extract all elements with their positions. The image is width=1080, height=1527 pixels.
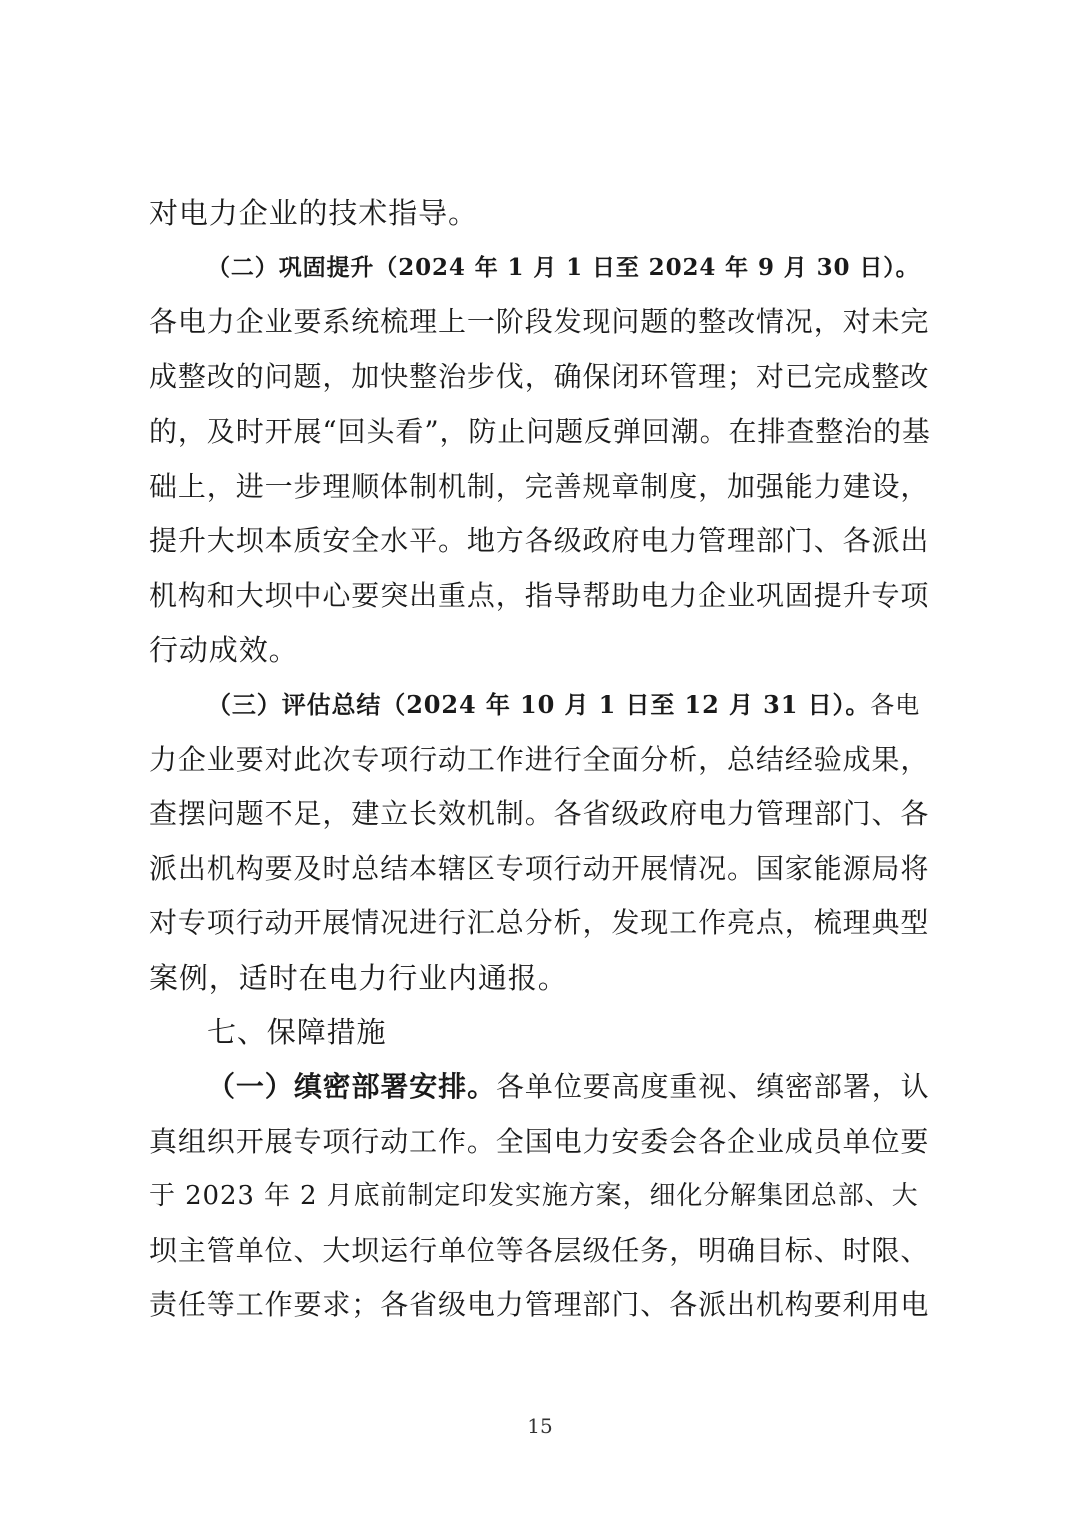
- line-text: 机构和大坝中心要突出重点，指导帮助电力企业巩固提升专项: [149, 579, 930, 612]
- line-text: 于 2023 年 2 月底前制定印发实施方案，细化分解集团总部、大: [149, 1181, 919, 1211]
- line-text: 行动成效。: [149, 633, 299, 667]
- line-text: 的，及时开展“回头看”，防止问题反弹回潮。在排查整治的基: [149, 415, 931, 448]
- line-text: 成整改的问题，加快整治步伐，确保闭环管理；对已完成整改: [149, 360, 930, 393]
- body-line-7: [149, 521, 939, 561]
- line-text: 础上，进一步理顺体制机制，完善规章制度，加强能力建设，: [149, 470, 930, 503]
- section-heading-text: （二）巩固提升（2024 年 1 月 1 日至 2024 年 9 月 30 日）。: [207, 254, 920, 281]
- body-line-9: [149, 630, 939, 670]
- page-number: 15: [527, 1414, 553, 1438]
- line-text: 责任等工作要求；各省级电力管理部门、各派出机构要利用电: [149, 1288, 930, 1321]
- body-line-21: [149, 1285, 939, 1325]
- line-text: 坝主管单位、大坝运行单位等各层级任务，明确目标、时限、: [149, 1234, 930, 1267]
- body-line-12: [149, 794, 939, 834]
- body-line-14: [149, 903, 939, 943]
- line-text: 查摆问题不足，建立长效机制。各省级政府电力管理部门、各: [149, 797, 930, 830]
- body-line-8: [149, 576, 939, 616]
- body-line-20: [149, 1231, 939, 1271]
- body-line-3: [149, 302, 939, 342]
- line-text: 真组织开展专项行动工作。全国电力安委会各企业成员单位要: [149, 1125, 930, 1158]
- line-text: 对专项行动开展情况进行汇总分析，发现工作亮点，梳理典型: [149, 906, 930, 939]
- section-heading-text: （一）缜密部署安排。: [207, 1070, 497, 1103]
- chapter-heading-safeguards: [207, 1012, 939, 1052]
- line-text: 提升大坝本质安全水平。地方各级政府电力管理部门、各派出: [149, 524, 930, 557]
- line-text: 力企业要对此次专项行动工作进行全面分析，总结经验成果，: [149, 743, 930, 776]
- section-heading-deployment: [207, 1067, 939, 1107]
- body-line-1: [149, 193, 939, 233]
- line-text: 各单位要高度重视、缜密部署，认: [496, 1070, 930, 1103]
- body-line-15: [149, 958, 939, 998]
- section-heading-text: （三）评估总结（2024 年 10 月 1 日至 12 月 31 日）。: [207, 690, 871, 719]
- section-heading-consolidate: [207, 248, 939, 288]
- line-text: 案例，适时在电力行业内通报。: [149, 961, 568, 995]
- body-line-6: [149, 467, 939, 507]
- chapter-heading-text: 七、保障措施: [207, 1015, 387, 1049]
- body-line-4: [149, 357, 939, 397]
- section-heading-evaluation: [207, 685, 939, 725]
- body-line-11: [149, 740, 939, 780]
- body-line-19: [149, 1176, 939, 1216]
- line-text: 派出机构要及时总结本辖区专项行动开展情况。国家能源局将: [149, 852, 930, 885]
- line-text: 各电力企业要系统梳理上一阶段发现问题的整改情况，对未完: [149, 305, 930, 338]
- body-line-5: [149, 412, 939, 452]
- body-line-18: [149, 1122, 939, 1162]
- body-line-13: [149, 849, 939, 889]
- line-text: 对电力企业的技术指导。: [149, 196, 478, 230]
- line-text: 各电: [870, 691, 921, 719]
